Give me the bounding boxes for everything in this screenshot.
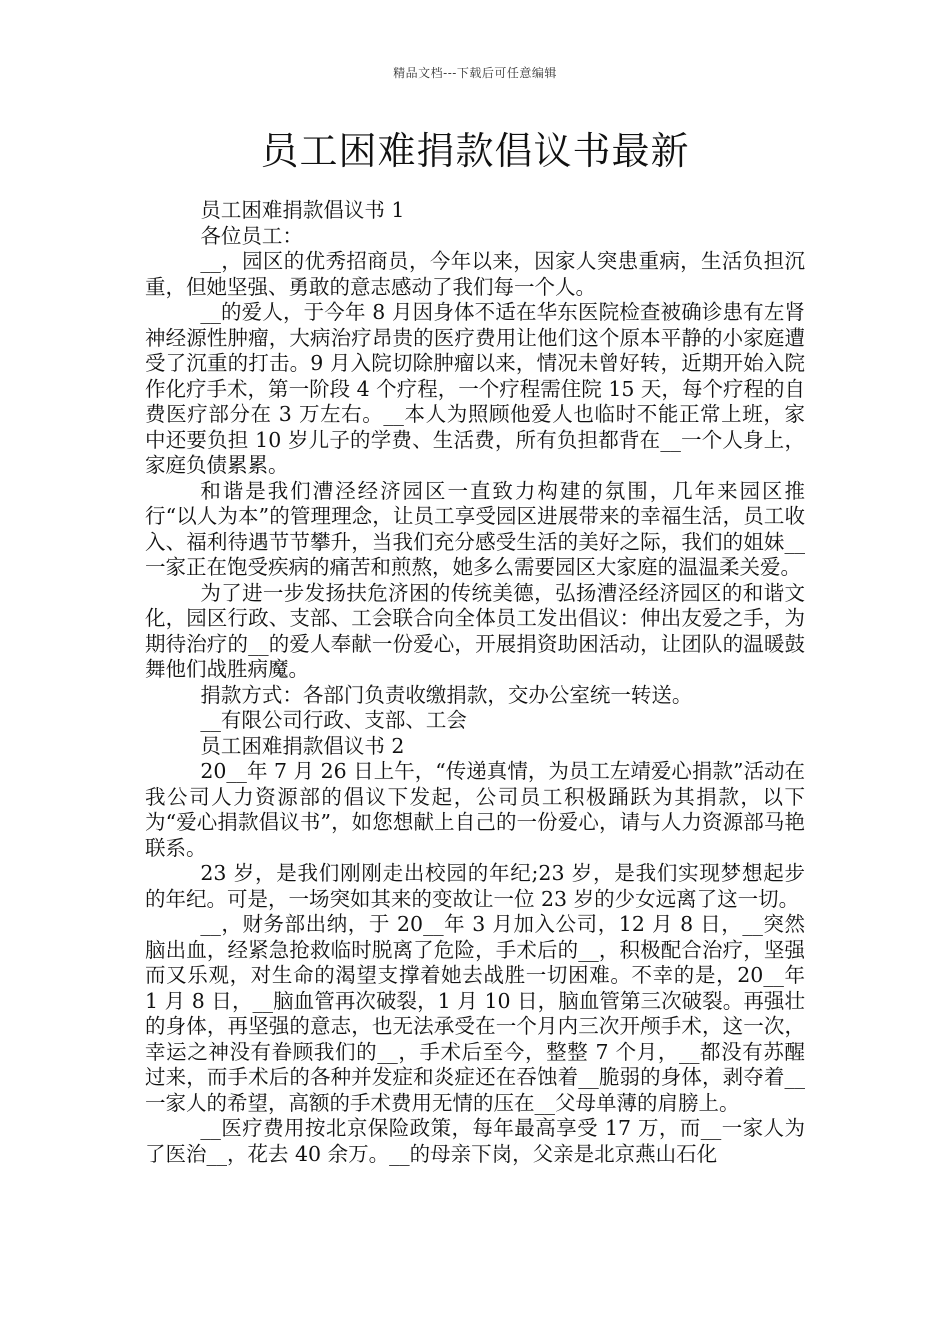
donation-method: 捐款方式：各部门负责收缴捐款，交办公室统一转送。	[200, 682, 693, 707]
paragraph: 为了进一步发扬扶危济困的传统美德，弘扬漕泾经济园区的和谐文化，园区行政、支部、工会联合向全体员工发出倡议：伸出友爱之手，为期待治疗的__的爱人奉献一份爱心，开展捐资助困活动，让团队的温暖鼓舞他们战胜病魔。	[145, 580, 805, 681]
paragraph: __的爱人，于今年 8 月因身体不适在华东医院检查被确诊患有左肾神经源性肿瘤，大病治疗昂贵的医疗费用让他们这个原本平静的小家庭遭受了沉重的打击。9 月入院切除肿瘤以来，情况未曾好转，近期开始入院作化疗手术，第一阶段 4 个疗程，一个疗程需住院 15 天，每个疗程的自费医疗部分在 3 万左右。__本人为照顾他爱人也临时不能正常上班，家中还要负担 10 岁儿子的学费、生活费，所有负担都背在__一个人身上，家庭负债累累。	[145, 300, 805, 477]
page-header: 精品文档---下载后可任意编辑	[393, 66, 557, 80]
paragraph: 20__年 7 月 26 日上午，“传递真情，为员工左靖爱心捐款”活动在我公司人力资源部的倡议下发起，公司员工积极踊跃为其捐款，以下为“爱心捐款倡议书”，如您想献上自己的一份爱心，请与人力资源部马艳联系。	[145, 759, 805, 860]
salutation: 各位员工：	[200, 223, 303, 248]
paragraph: __医疗费用按北京保险政策，每年最高享受 17 万，而__一家人为了医治__，花去 40 余万。__的母亲下岗，父亲是北京燕山石化	[145, 1116, 805, 1166]
document-title: 员工困难捐款倡议书最新	[260, 129, 690, 173]
paragraph: __，园区的优秀招商员，今年以来，因家人突患重病，生活负担沉重，但她坚强、勇敢的意志感动了我们每一个人。	[145, 249, 805, 299]
signature-line: __有限公司行政、支部、工会	[200, 708, 467, 732]
paragraph: __，财务部出纳，于 20__年 3 月加入公司，12 月 8 日，__突然脑出血，经紧急抢救临时脱离了危险，手术后的__，积极配合治疗，坚强而又乐观，对生命的渴望支撑着她去战胜一切困难。不幸的是，20__年 1 月 8 日，__脑血管再次破裂，1 月 10 日，脑血管第三次破裂。再强壮的身体，再坚强的意志，也无法承受在一个月内三次开颅手术，这一次，幸运之神没有眷顾我们的__，手术后至今，整整 7 个月，__都没有苏醒过来，而手术后的各种并发症和炎症还在吞蚀着__脆弱的身体，剥夺着__一家人的希望，高额的手术费用无情的压在__父母单薄的肩膀上。	[145, 912, 805, 1115]
document-body	[145, 198, 805, 1167]
section-heading-2: 员工困难捐款倡议书 2	[200, 733, 405, 758]
paragraph: 23 岁，是我们刚刚走出校园的年纪;23 岁，是我们实现梦想起步的年纪。可是，一场突如其来的变故让一位 23 岁的少女远离了这一切。	[145, 861, 805, 911]
paragraph: 和谐是我们漕泾经济园区一直致力构建的氛围，几年来园区推行“以人为本”的管理理念，让员工享受园区进展带来的幸福生活，员工收入、福利待遇节节攀升，当我们充分感受生活的美好之际，我们的姐妹__一家正在饱受疾病的痛苦和煎熬，她多么需要园区大家庭的温温柔关爱。	[145, 478, 805, 579]
section-heading-1: 员工困难捐款倡议书 1	[200, 198, 405, 222]
